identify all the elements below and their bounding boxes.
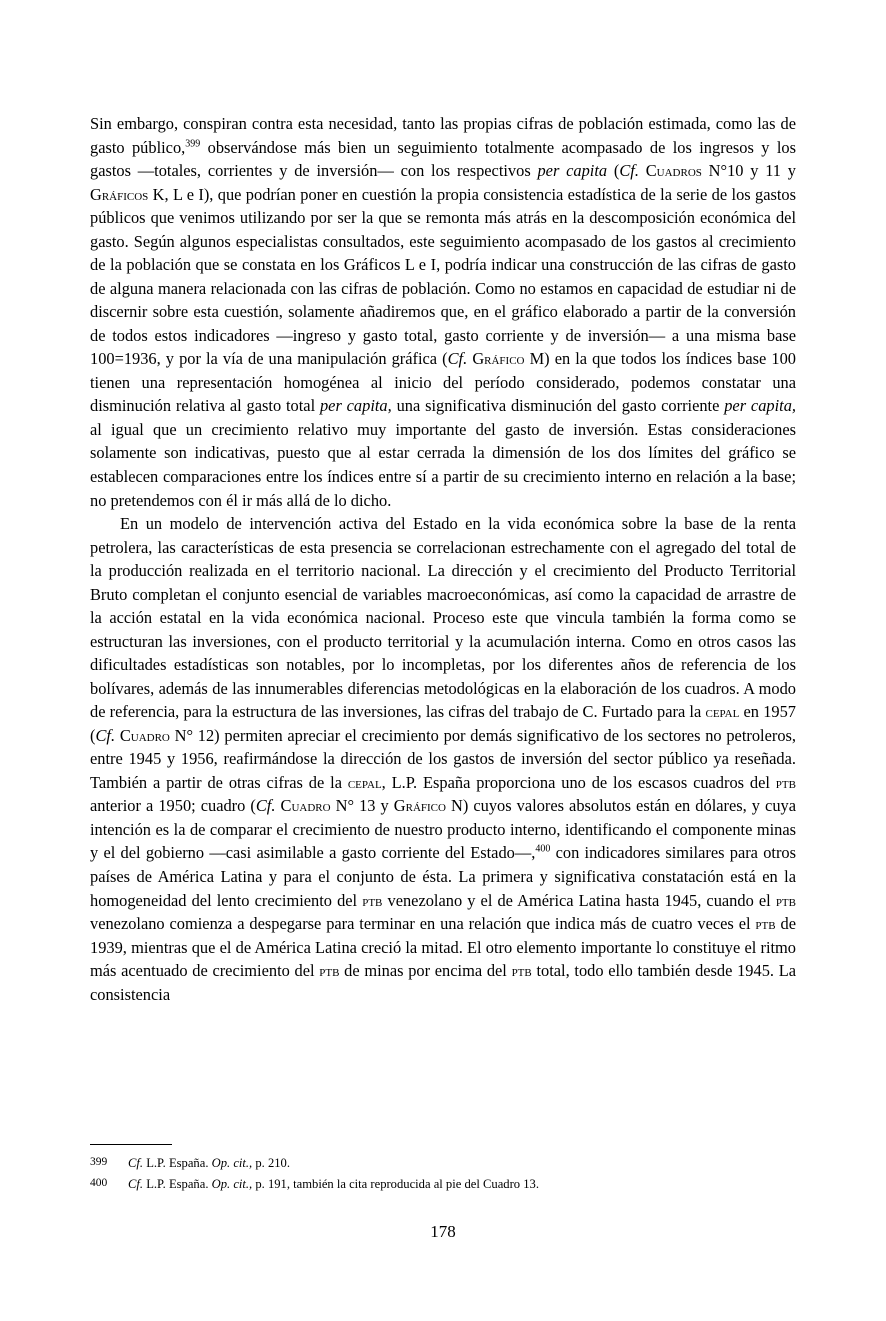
small-caps-text: Gráfico — [393, 796, 446, 816]
footnotes-section — [90, 1144, 796, 1195]
italic-text: Cf. — [128, 1176, 144, 1191]
italic-text: Cf. — [128, 1156, 144, 1170]
footnote-separator-rule — [90, 1144, 172, 1145]
small-caps-text: Gráficos — [90, 184, 149, 204]
footnote-item — [90, 1154, 796, 1174]
italic-text: Cf. — [95, 725, 116, 745]
small-caps-text: ptb — [362, 890, 383, 910]
italic-text: Op. cit., — [211, 1156, 253, 1170]
italic-text: per capita, — [724, 396, 796, 416]
footnote-item — [90, 1175, 796, 1195]
footnote-text: Cf. L.P. España. Op. cit., p. 191, también la cita reproducida al pie del Cuadro 13. — [128, 1176, 539, 1191]
small-caps-text: Cuadros — [645, 161, 702, 181]
paragraph: En un modelo de intervención activa del Estado en la vida económica sobre la base de la renta petrolera, las características de esta presencia se correlacionan estrechamente con el agregado del total de la producción realizada en el territorio nacional. La dirección y el crecimiento del Producto Territorial Bruto completan el conjunto esencial de variables macroeconómicas, así como la capacidad de arrastre de la acción estatal en la vida económica nacional. Proceso este que vincula también la forma como se estructuran las inversiones, con el producto territorial y la acumulación interna. Como en otros casos las dificultades estadísticas son notables, por lo incompletas, por los diferentes años de referencia de los bolívares, además de las innumerables diferencias metodológicas en la elaboración de los cuadros. A modo de referencia, para la estructura de las inversiones, las cifras del trabajo de C. Furtado para la cepal en 1957 (Cf. Cuadro N° 12) permiten apreciar el crecimiento por demás significativo de los sectores no petroleros, entre 1945 y 1956, reafirmándose la dirección de los gastos de inversión del sector público ya reseñada. También a partir de otras cifras de la cepal, L.P. España proporciona uno de los escasos cuadros del ptb anterior a 1950; cuadro (Cf. Cuadro N° 13 y Gráfico N) cuyos valores absolutos están en dólares, y cuya intención es la de comparar el crecimiento de nuestro producto interno, identificando el componente minas y el del gobierno —casi asimilable a gasto corriente del Estado—,$^{400}$ con indicadores similares para otros países de América Latina y para el conjunto de ésta. La primera y significativa constatación está en la homogeneidad del lento crecimiento del ptb venezolano y el de América Latina hasta 1945, cuando el ptb venezolano comienza a despegarse para terminar en una relación que indica más de cuatro veces el ptb de 1939, mientras que el de América Latina creció la mitad. El otro elemento importante lo constituye el ritmo más acentuado de crecimiento del ptb de minas por encima del ptb total, todo ello también desde 1945. La consistencia — [90, 514, 796, 1004]
footnote-reference[interactable]: 399 — [185, 138, 201, 150]
footnote-number: 400 — [90, 1176, 108, 1189]
small-caps-text: ptb — [775, 890, 796, 910]
small-caps-text: Gráfico — [472, 349, 525, 369]
small-caps-text: Cuadro — [119, 725, 170, 745]
italic-text: per capita — [537, 161, 608, 181]
small-caps-text: cepal — [705, 702, 740, 722]
italic-text: Cf. — [255, 796, 276, 816]
italic-text: per capita, — [319, 396, 392, 416]
italic-text: Cf. — [447, 349, 468, 369]
footnote-text: Cf. L.P. España. Op. cit., p. 210. — [128, 1156, 290, 1170]
small-caps-text: ptb — [775, 772, 796, 792]
footnote-number: 399 — [90, 1156, 108, 1168]
body-text-column — [90, 112, 796, 1006]
small-caps-text: cepal — [347, 772, 382, 792]
italic-text: Cf. — [619, 161, 639, 181]
footnote-reference[interactable]: 400 — [535, 844, 551, 855]
paragraph: Sin embargo, conspiran contra esta necesidad, tanto las propias cifras de población estimada, como las de gasto público,$^{399}$ observándose más bien un seguimiento totalmente acompasado de los ingresos y los gastos —totales, corrientes y de inversión— con los respectivos per capita (Cf. Cuadros N°10 y 11 y Gráficos K, L e I), que podrían poner en cuestión la propia consistencia estadística de la serie de los gastos públicos que venimos utilizando por ser la que se remonta más atrás en la descomposición económica del gasto. Según algunos especialistas consultados, este seguimiento acompasado de los gastos al crecimiento de la población que se constata en los Gráficos L e I, podría indicar una construcción de las cifras de gasto de alguna manera relacionada con las cifras de población. Como no estamos en capacidad de estudiar ni de discernir sobre esta cuestión, solamente añadiremos que, en el gráfico elaborado a partir de la conversión de todos estos indicadores —ingreso y gasto total, gasto corriente y de inversión— a una misma base 100=1936, y por la vía de una manipulación gráfica (Cf. Gráfico M) en la que todos los índices base 100 tienen una representación homogénea al inicio del período considerado, podemos constatar una disminución relativa al gasto total per capita, una significativa disminución del gasto corriente per capita, al igual que un crecimiento relativo muy importante del gasto de inversión. Estas consideraciones solamente son indicativas, puesto que al estar cerrada la dimensión de los dos límites del gráfico se establecen comparaciones entre los índices entre sí a partir de su crecimiento interno en relación a la base; no pretendemos con él ir más allá de lo dicho. — [90, 114, 796, 510]
small-caps-text: ptb — [755, 914, 776, 934]
italic-text: Op. cit., — [211, 1176, 253, 1191]
small-caps-text: ptb — [511, 961, 532, 981]
small-caps-text: ptb — [319, 961, 340, 981]
page-number: 178 — [430, 1222, 456, 1241]
small-caps-text: Cuadro — [280, 796, 331, 816]
